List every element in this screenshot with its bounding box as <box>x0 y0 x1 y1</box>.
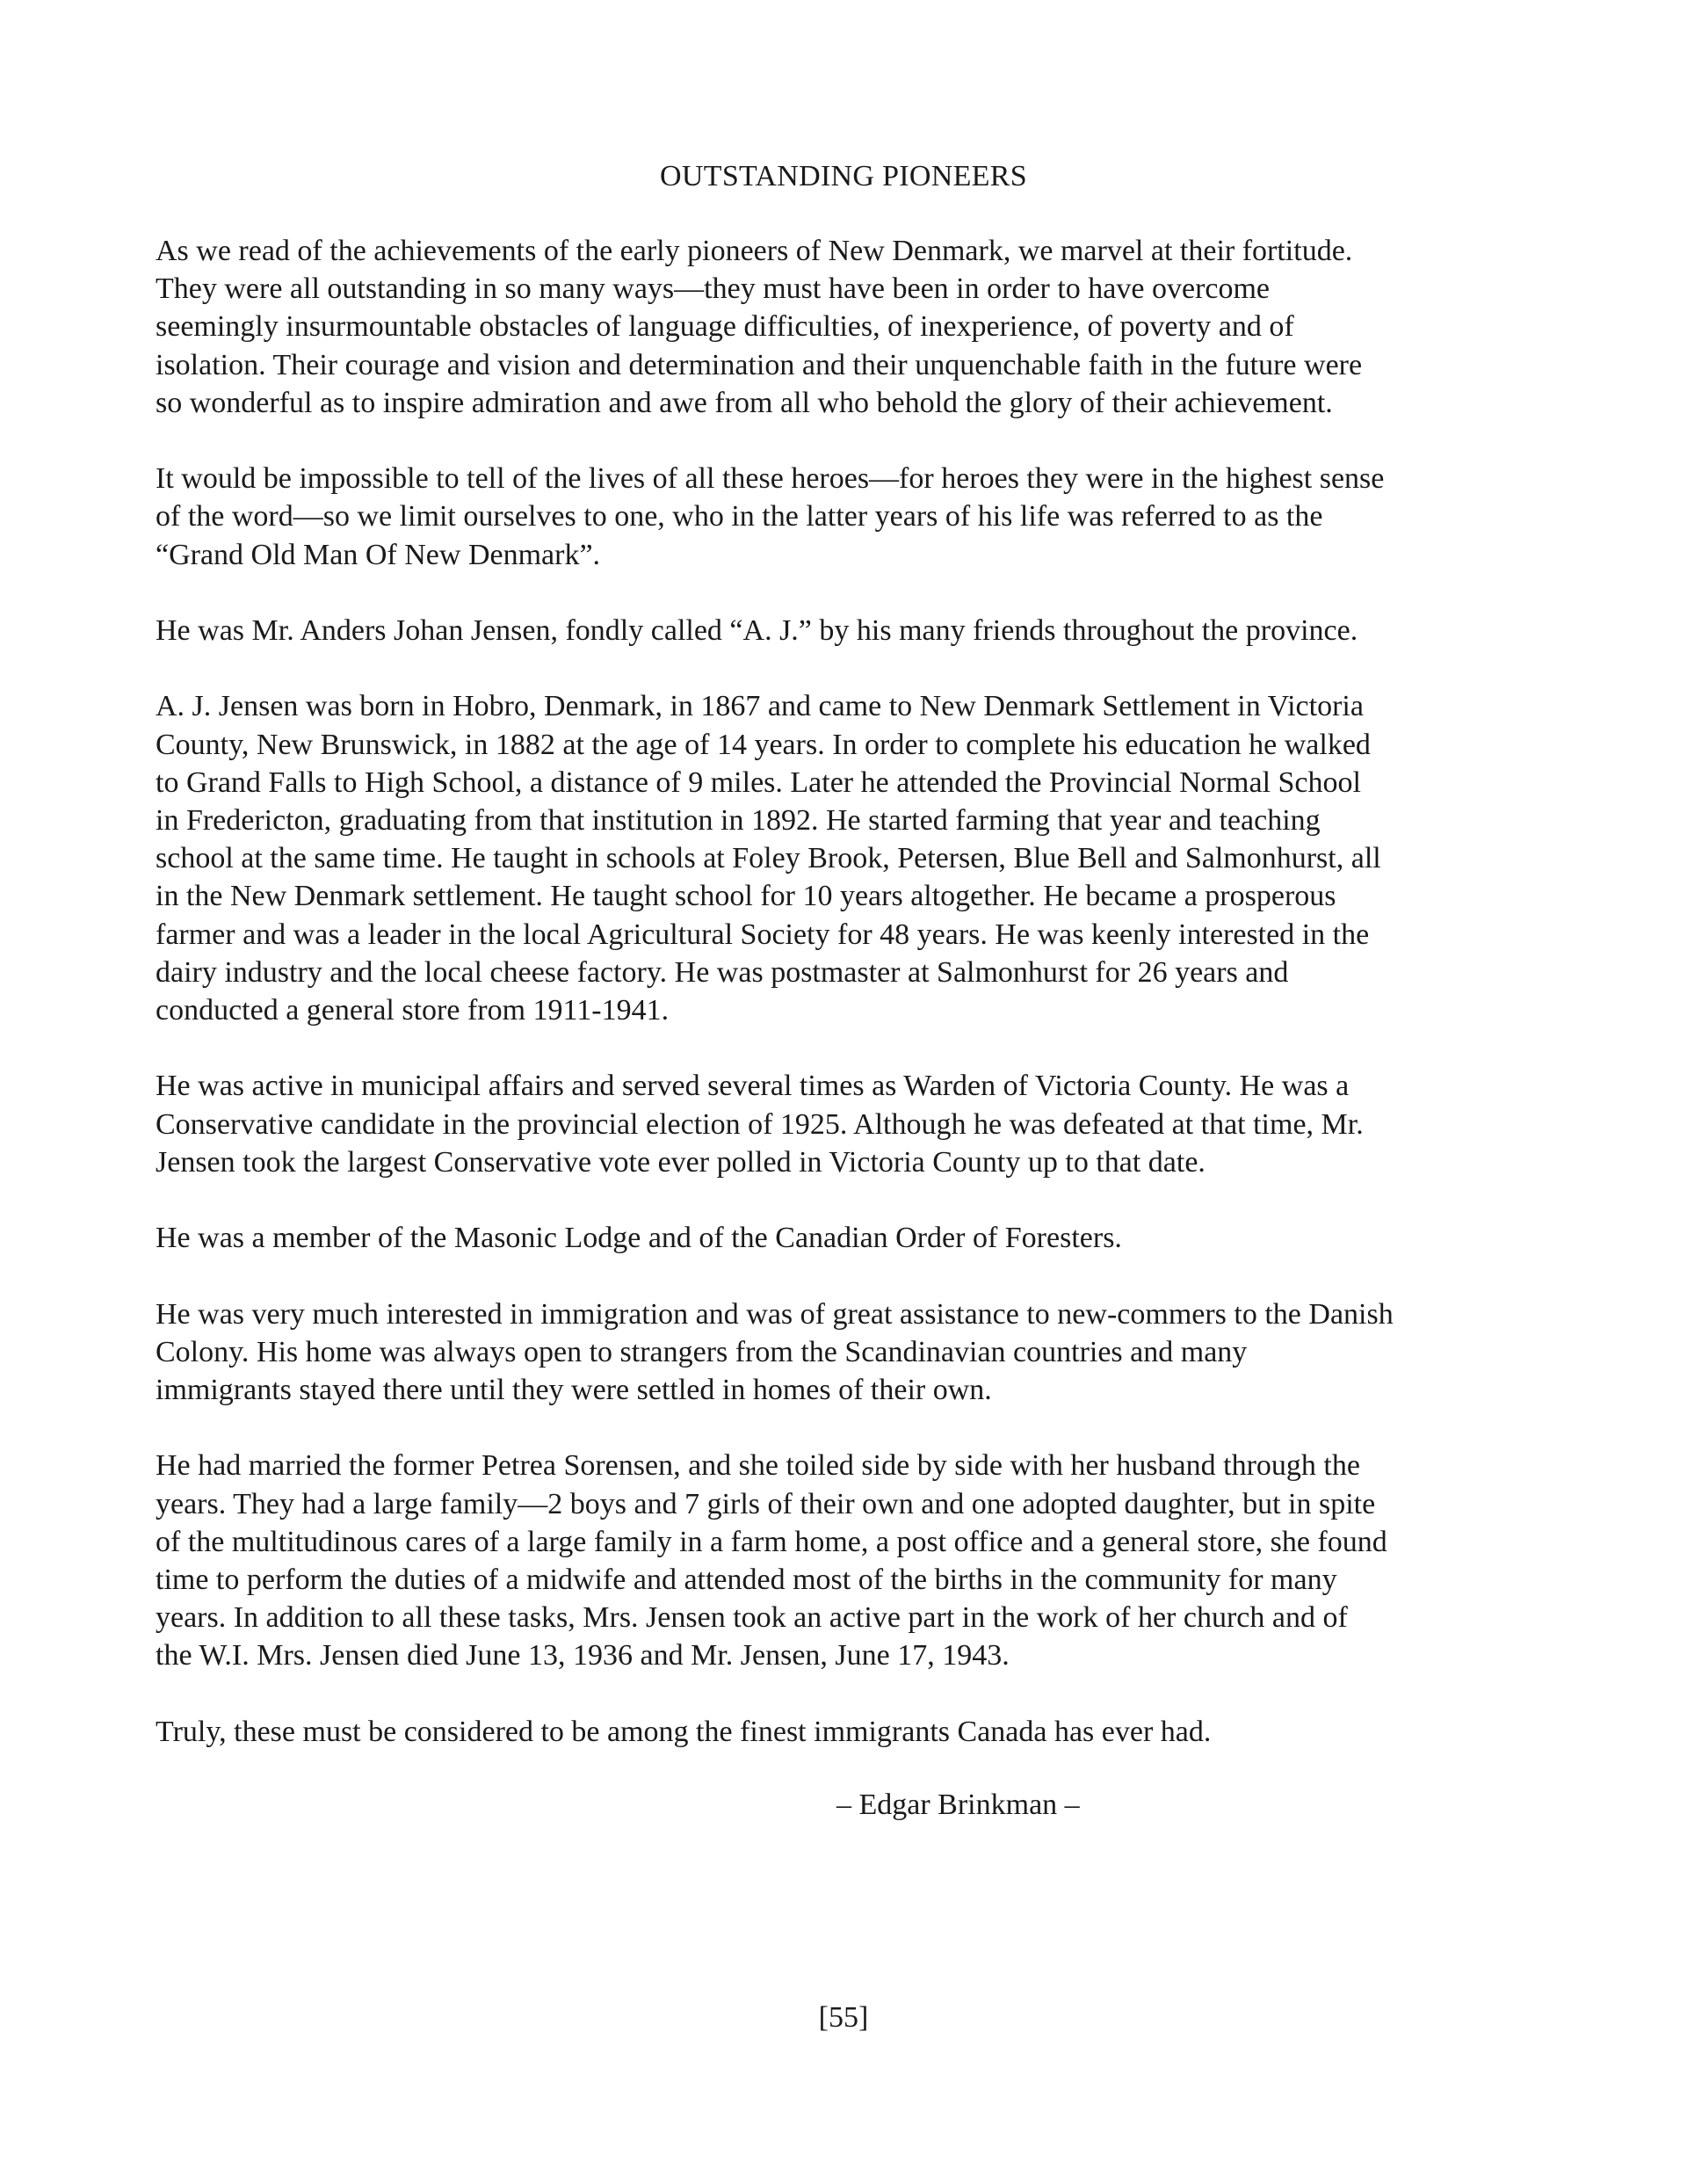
paragraph-intro: As we read of the achievements of the early pioneers of New Denmark, we marvel at their fortitude. They were all outstanding in so many ways—they must have been in order to have overcome seemingly insurmountable obstacles of language difficulties, of inexperience, of poverty and of isolation. Their courage and vision and determination and their unquenchable faith in the future were so wonderful as to inspire admiration and awe from all who behold the glory of their achievement. <box>156 235 1363 419</box>
paragraph-identity: He was Mr. Anders Johan Jensen, fondly called “A. J.” by his many friends throughout the province. <box>156 614 1358 647</box>
paragraph-immigration: He was very much interested in immigration and was of great assistance to new-commers to the Danish Colony. His home was always open to strangers from the Scandinavian countries and many immigrants stayed there until they were settled in homes of their own. <box>156 1297 1394 1406</box>
paragraph-closing: Truly, these must be considered to be among the finest immigrants Canada has ever had. <box>156 1715 1212 1748</box>
paragraph-municipal: He was active in municipal affairs and served several times as Warden of Victoria County. He was a Conservative candidate in the provincial election of 1925. Although he was defeated at that time, Mr. Jensen took the largest Conservative vote ever polled in Victoria County up to that date. <box>156 1070 1364 1179</box>
paragraph-membership: He was a member of the Masonic Lodge and of the Canadian Order of Foresters. <box>156 1222 1122 1255</box>
paragraph-biography: A. J. Jensen was born in Hobro, Denmark, in 1867 and came to New Denmark Settlement in Victoria County, New Brunswick, in 1882 at the age of 14 years. In order to complete his education he walked to Grand Falls to High School, a distance of 9 miles. Later he attended the Provincial Normal School in Fredericton, graduating from that institution in 1892. He started farming that year and teaching school at the same time. He taught in schools at Foley Brook, Petersen, Blue Bell and Salmonhurst, all in the New Denmark settlement. He taught school for 10 years altogether. He became a prosperous farmer and was a leader in the local Agricultural Society for 48 years. He was keenly interested in the dairy industry and the local cheese factory. He was postmaster at Salmonhurst for 26 years and conducted a general store from 1911-1941. <box>156 690 1381 1027</box>
author-signature: – Edgar Brinkman – <box>836 1789 1080 1821</box>
paragraph-heroes: It would be impossible to tell of the lives of all these heroes—for heroes they were in the highest sense of the word—so we limit ourselves to one, who in the latter years of his life was referred to as the “Grand Old Man Of New Denmark”. <box>156 462 1385 571</box>
paragraph-family: He had married the former Petrea Sorensen, and she toiled side by side with her husband through the years. They had a large family—2 boys and 7 girls of their own and one adopted daughter, but in spite of the multitudinous cares of a large family in a farm home, a post office and a general store, she found time to perform the duties of a midwife and attended most of the births in the community for many years. In addition to all these tasks, Mrs. Jensen took an active part in the work of her church and of the W.I. Mrs. Jensen died June 13, 1936 and Mr. Jensen, June 17, 1943. <box>156 1449 1387 1672</box>
page-title: OUTSTANDING PIONEERS <box>660 160 1027 192</box>
page-number: [55] <box>818 2001 869 2034</box>
article-body <box>156 232 1526 1789</box>
